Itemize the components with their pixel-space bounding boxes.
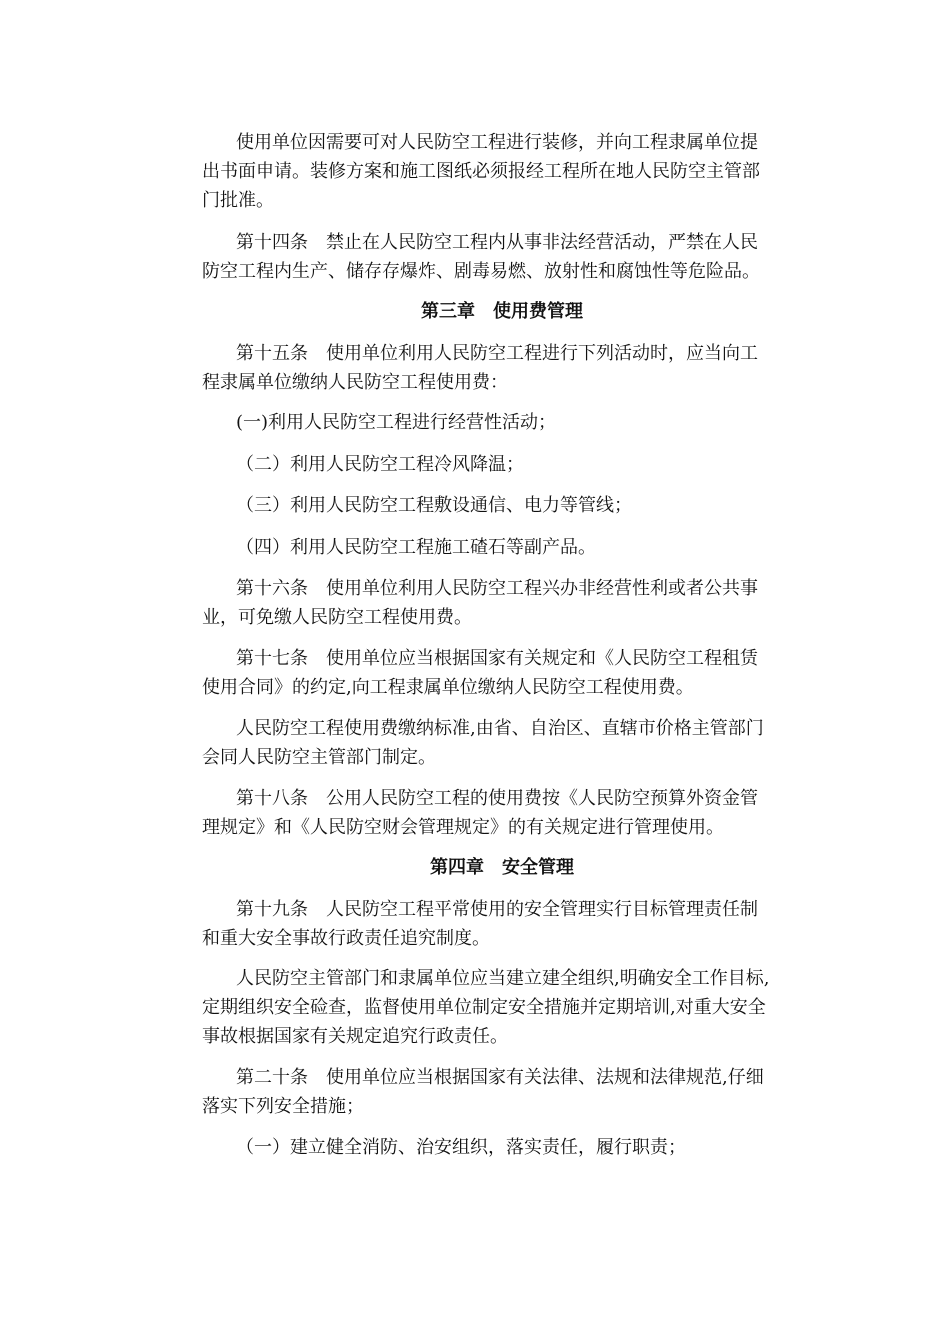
article-19: 第十九条 人民防空工程平常使用的安全管理实行目标管理责任制 和重大安全事故行政责任追究制度。: [202, 899, 758, 949]
list-item: （一）建立健全消防、治安组织，落实责任，履行职责；: [236, 1137, 686, 1158]
article-17: 第十七条 使用单位应当根据国家有关规定和《人民防空工程租赁 使用合同》的约定,向工程隶属单位缴纳人民防空工程使用费。: [202, 648, 758, 698]
article-16: 第十六条 使用单位利用人民防空工程兴办非经营性利或者公共事 业，可免缴人民防空工程使用费。: [202, 578, 758, 628]
article-15: 第十五条 使用单位利用人民防空工程进行下列活动时，应当向工 程隶属单位缴纳人民防空工程使用费：: [202, 343, 758, 393]
paragraph: 人民防空主管部门和隶属单位应当建立建全组织,明确安全工作目标, 定期组织安全硷查，监督使用单位制定安全措施并定期培训,对重大安全 事故根据国家有关规定追究行政责任。: [202, 968, 770, 1047]
chapter-3-heading: 第三章 使用费管理: [421, 301, 583, 322]
list-item: （二）利用人民防空工程冷风降温；: [236, 454, 524, 475]
article-14: 第十四条 禁止在人民防空工程内从事非法经营活动，严禁在人民 防空工程内生产、储存存爆炸、剧毒易燃、放射性和腐蚀性等危险品。: [202, 232, 760, 282]
chapter-4-heading: 第四章 安全管理: [430, 857, 574, 878]
paragraph: 人民防空工程使用费缴纳标准,由省、自治区、直辖市价格主管部门 会同人民防空主管部门制定。: [202, 718, 764, 768]
article-18: 第十八条 公用人民防空工程的使用费按《人民防空预算外资金管 理规定》和《人民防空财会管理规定》的有关规定进行管理使用。: [202, 788, 758, 838]
list-item: （四）利用人民防空工程施工碴石等副产品。: [236, 537, 596, 558]
article-20: 第二十条 使用单位应当根据国家有关法律、法规和法律规范,仔细 落实下列安全措施；: [202, 1067, 764, 1117]
list-item: (一)利用人民防空工程进行经营性活动；: [236, 412, 557, 433]
list-item: （三）利用人民防空工程敷设通信、电力等管线；: [236, 495, 632, 516]
paragraph: 使用单位因需要可对人民防空工程进行装修，并向工程隶属单位提 出书面申请。装修方案和施工图纸必须报经工程所在地人民防空主管部 门批准。: [202, 132, 760, 211]
